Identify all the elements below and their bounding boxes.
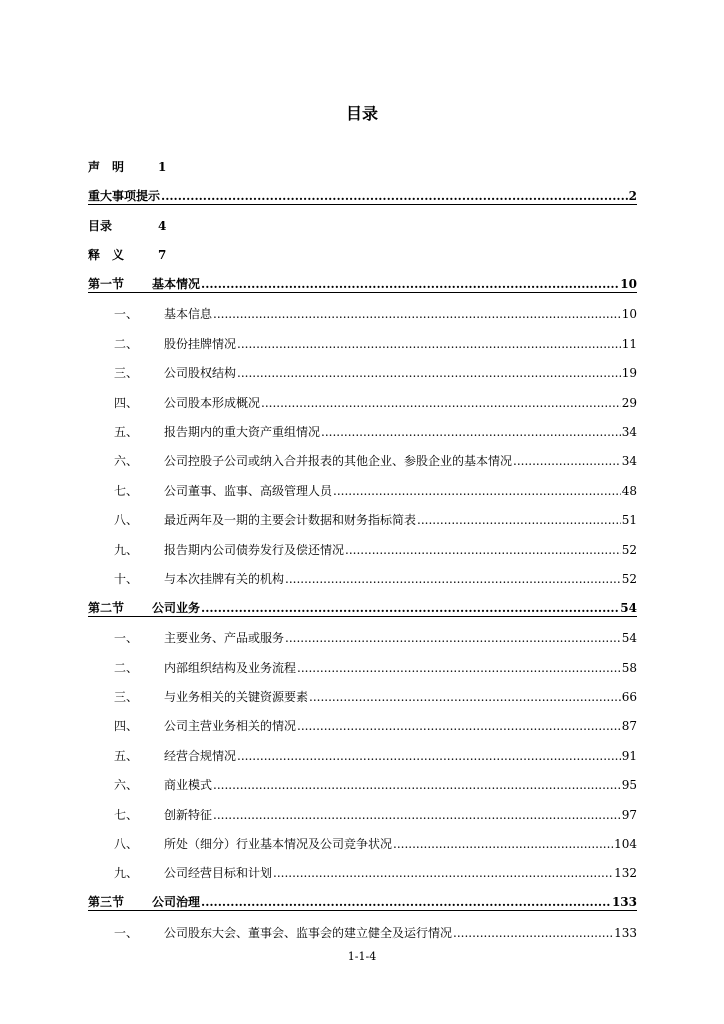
toc-entry-number: 七、 bbox=[114, 807, 139, 822]
toc-entry-title: 商业模式 bbox=[164, 778, 213, 793]
toc-subsection-entry[interactable] bbox=[88, 646, 637, 675]
toc-dot-leader bbox=[237, 748, 621, 764]
toc-dot-leader bbox=[345, 542, 621, 558]
toc-entry-title: 最近两年及一期的主要会计数据和财务指标简表 bbox=[164, 513, 417, 528]
toc-subsection-entry[interactable] bbox=[88, 911, 637, 940]
toc-entry-title: 公司股权结构 bbox=[164, 366, 237, 381]
toc-entry-number: 十、 bbox=[114, 571, 139, 586]
toc-entry-title: 内部组织结构及业务流程 bbox=[164, 660, 297, 675]
toc-dot-leader bbox=[393, 836, 613, 852]
toc-entry-number: 九、 bbox=[114, 542, 139, 557]
toc-entry-number: 目录 bbox=[88, 219, 113, 233]
toc-entry-page-number: 52 bbox=[621, 571, 637, 586]
toc-entry-page-number: 58 bbox=[621, 660, 637, 675]
toc-subsection-entry[interactable] bbox=[88, 823, 637, 852]
toc-entry-page-number: 54 bbox=[620, 600, 637, 615]
toc-entry-number: 一、 bbox=[114, 631, 139, 646]
toc-entry-page-number: 34 bbox=[621, 424, 637, 439]
toc-entry-title: 公司股本形成概况 bbox=[164, 395, 261, 410]
toc-entry-title: 主要业务、产品或服务 bbox=[164, 631, 285, 646]
toc-subsection-entry[interactable] bbox=[88, 352, 637, 381]
toc-subsection-entry[interactable] bbox=[88, 469, 637, 498]
toc-entry-number: 三、 bbox=[114, 690, 139, 705]
toc-entry-title: 公司控股子公司或纳入合并报表的其他企业、参股企业的基本情况 bbox=[164, 454, 513, 469]
toc-entry-page-number: 87 bbox=[621, 719, 637, 734]
toc-subsection-entry[interactable] bbox=[88, 764, 637, 793]
toc-dot-leader bbox=[213, 777, 621, 793]
toc-entry-number: 三、 bbox=[114, 366, 139, 381]
table-of-contents bbox=[88, 146, 637, 941]
toc-entry-number: 八、 bbox=[114, 837, 139, 852]
toc-dot-leader bbox=[213, 807, 621, 823]
toc-entry-number: 七、 bbox=[114, 483, 139, 498]
toc-entry-title: 创新特征 bbox=[164, 807, 213, 822]
toc-entry-page-number: 97 bbox=[621, 807, 637, 822]
toc-subsection-entry[interactable] bbox=[88, 734, 637, 763]
page-title: 目录 bbox=[345, 104, 378, 123]
toc-dot-leader bbox=[201, 894, 611, 910]
toc-entry-number: 第一节 bbox=[88, 277, 125, 291]
toc-subsection-entry[interactable] bbox=[88, 705, 637, 734]
toc-entry-number: 第三节 bbox=[88, 895, 125, 910]
toc-dot-leader bbox=[237, 336, 621, 352]
toc-entry-number: 四、 bbox=[114, 395, 139, 410]
toc-section-entry[interactable] bbox=[88, 175, 637, 204]
toc-entry-page-number: 66 bbox=[621, 690, 637, 705]
toc-entry-page-number: 104 bbox=[614, 837, 637, 852]
toc-entry-title: 公司主营业务相关的情况 bbox=[164, 719, 297, 734]
toc-entry-title: 基本信息 bbox=[164, 307, 213, 322]
toc-dot-leader bbox=[321, 424, 621, 440]
toc-entry-title: 报告期内公司债券发行及偿还情况 bbox=[164, 542, 345, 557]
toc-entry-number: 一、 bbox=[114, 925, 139, 940]
toc-dot-leader bbox=[285, 630, 621, 646]
toc-entry-number: 八、 bbox=[114, 513, 139, 528]
toc-entry-page-number: 10 bbox=[621, 307, 637, 322]
toc-entry-title: 与本次挂牌有关的机构 bbox=[164, 571, 285, 586]
toc-subsection-entry[interactable] bbox=[88, 381, 637, 410]
toc-entry-title: 与业务相关的关键资源要素 bbox=[164, 690, 309, 705]
toc-entry-title: 公司治理 bbox=[152, 895, 201, 910]
toc-dot-leader bbox=[201, 600, 619, 616]
toc-section-entry[interactable] bbox=[88, 881, 637, 910]
toc-entry-page-number: 133 bbox=[614, 925, 637, 940]
toc-subsection-entry[interactable] bbox=[88, 293, 637, 322]
toc-subsection-entry[interactable] bbox=[88, 617, 637, 646]
toc-dot-leader bbox=[333, 483, 621, 499]
toc-entry-number: 五、 bbox=[114, 424, 139, 439]
toc-entry-page-number: 19 bbox=[621, 366, 637, 381]
toc-entry-title: 报告期内的重大资产重组情况 bbox=[164, 424, 321, 439]
toc-subsection-entry[interactable] bbox=[88, 440, 637, 469]
toc-dot-leader bbox=[297, 718, 621, 734]
toc-entry-title: 股份挂牌情况 bbox=[164, 336, 237, 351]
toc-entry-number: 重大事项提示 bbox=[88, 189, 161, 203]
toc-dot-leader bbox=[297, 660, 621, 676]
toc-entry-title: 公司董事、监事、高级管理人员 bbox=[164, 483, 333, 498]
toc-dot-leader bbox=[273, 865, 613, 881]
toc-section-entry[interactable] bbox=[88, 146, 637, 175]
toc-subsection-entry[interactable] bbox=[88, 676, 637, 705]
toc-entry-page-number: 1 bbox=[158, 160, 167, 174]
toc-entry-title: 经营合规情况 bbox=[164, 748, 237, 763]
toc-entry-page-number: 10 bbox=[620, 277, 637, 291]
toc-dot-leader bbox=[237, 365, 621, 381]
toc-subsection-entry[interactable] bbox=[88, 322, 637, 351]
toc-entry-page-number: 132 bbox=[614, 866, 637, 881]
toc-section-entry[interactable] bbox=[88, 234, 637, 263]
toc-entry-number: 六、 bbox=[114, 454, 139, 469]
toc-entry-title: 公司股东大会、董事会、监事会的建立健全及运行情况 bbox=[164, 925, 453, 940]
toc-entry-page-number: 34 bbox=[621, 454, 637, 469]
toc-entry-number: 二、 bbox=[114, 660, 139, 675]
toc-subsection-entry[interactable] bbox=[88, 411, 637, 440]
toc-subsection-entry[interactable] bbox=[88, 499, 637, 528]
toc-dot-leader bbox=[161, 188, 628, 204]
toc-dot-leader bbox=[309, 689, 621, 705]
toc-entry-page-number: 11 bbox=[621, 336, 637, 351]
toc-entry-page-number: 51 bbox=[621, 513, 637, 528]
toc-subsection-entry[interactable] bbox=[88, 528, 637, 557]
toc-dot-leader bbox=[453, 925, 613, 941]
toc-entry-number: 二、 bbox=[114, 336, 139, 351]
toc-entry-page-number: 133 bbox=[611, 895, 637, 910]
toc-entry-number: 四、 bbox=[114, 719, 139, 734]
toc-dot-leader bbox=[285, 571, 621, 587]
toc-subsection-entry[interactable] bbox=[88, 793, 637, 822]
toc-entry-page-number: 95 bbox=[621, 778, 637, 793]
toc-entry-page-number: 29 bbox=[621, 395, 637, 410]
toc-section-entry[interactable] bbox=[88, 587, 637, 616]
toc-entry-page-number: 4 bbox=[158, 219, 167, 233]
toc-entry-title: 所处（细分）行业基本情况及公司竞争状况 bbox=[164, 837, 393, 852]
toc-section-entry[interactable] bbox=[88, 205, 637, 234]
toc-section-entry[interactable] bbox=[88, 263, 637, 292]
toc-entry-number: 声 明 bbox=[88, 160, 125, 174]
toc-entry-number: 第二节 bbox=[88, 600, 125, 615]
toc-entry-page-number: 52 bbox=[621, 542, 637, 557]
toc-entry-page-number: 91 bbox=[621, 748, 637, 763]
toc-entry-number: 五、 bbox=[114, 748, 139, 763]
toc-entry-title: 公司业务 bbox=[152, 600, 201, 615]
page-number-footer: 1-1-4 bbox=[347, 950, 377, 963]
toc-dot-leader bbox=[201, 276, 619, 292]
toc-subsection-entry[interactable] bbox=[88, 558, 637, 587]
toc-entry-number: 九、 bbox=[114, 866, 139, 881]
toc-entry-page-number: 54 bbox=[621, 631, 637, 646]
toc-dot-leader bbox=[213, 306, 621, 322]
toc-dot-leader bbox=[417, 512, 621, 528]
toc-entry-number: 一、 bbox=[114, 307, 139, 322]
toc-entry-number: 释 义 bbox=[88, 248, 125, 262]
toc-dot-leader bbox=[513, 453, 621, 469]
toc-entry-page-number: 2 bbox=[628, 189, 637, 203]
toc-entry-title: 基本情况 bbox=[152, 277, 201, 291]
toc-subsection-entry[interactable] bbox=[88, 852, 637, 881]
toc-dot-leader bbox=[261, 395, 621, 411]
toc-entry-number: 六、 bbox=[114, 778, 139, 793]
toc-entry-page-number: 48 bbox=[621, 483, 637, 498]
toc-entry-page-number: 7 bbox=[158, 248, 167, 262]
toc-entry-title: 公司经营目标和计划 bbox=[164, 866, 273, 881]
